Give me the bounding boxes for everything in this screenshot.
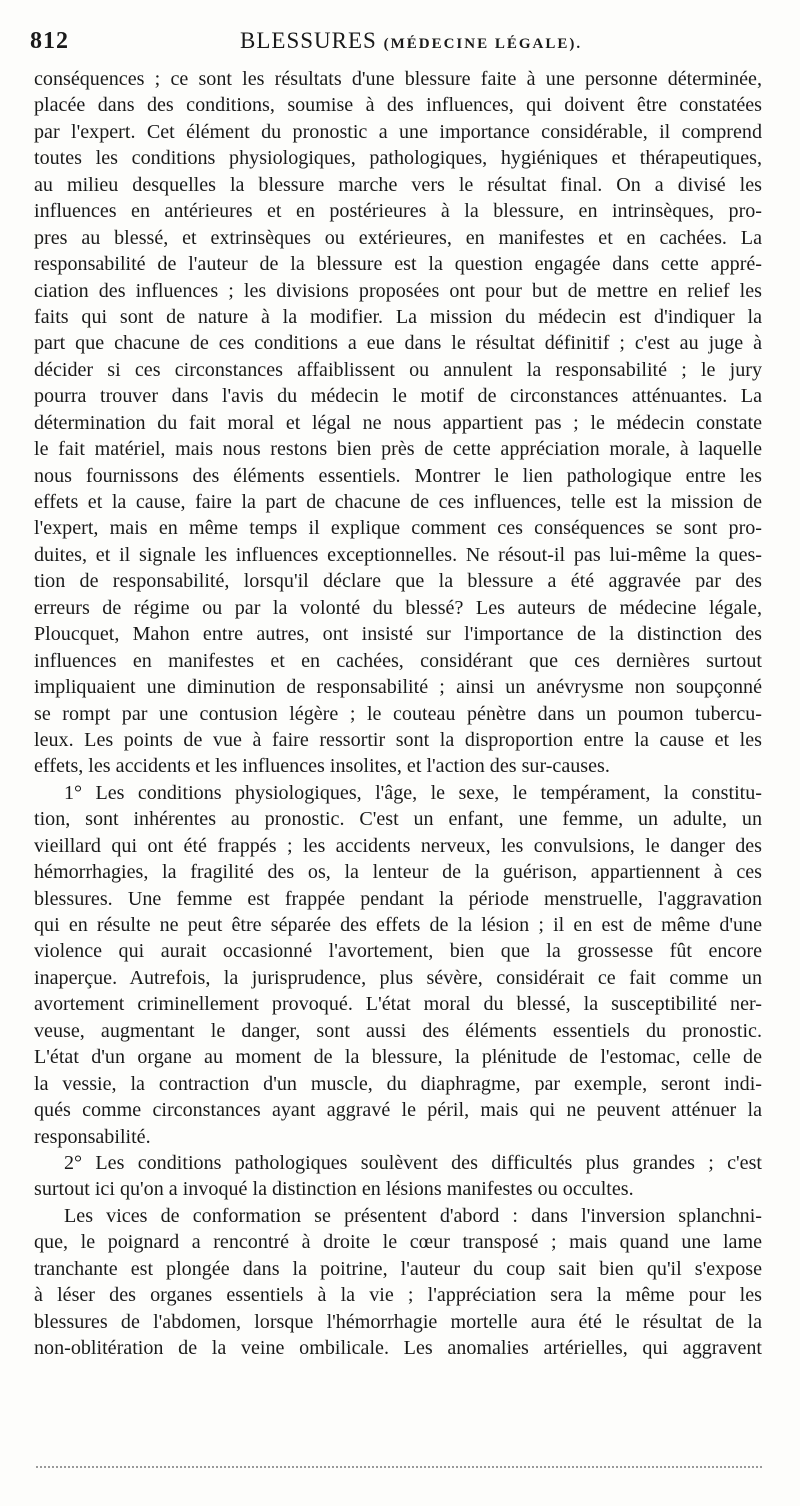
text-line: effets et la cause, faire la part de chacune de ces influences, telle est la mission de xyxy=(34,491,762,513)
text-line: inaperçue. Autrefois, la jurisprudence, plus sévère, considérait ce fait comme un xyxy=(34,966,762,989)
text-line: tion de responsabilité, lorsqu'il déclare que la blessure a été aggravée par des xyxy=(34,570,762,593)
text-line: L'état d'un organe au moment de la blessure, la plénitude de l'estomac, celle de xyxy=(34,1046,762,1069)
text-line: ciation des influences ; les divisions proposées ont pour but de mettre en relief les xyxy=(34,279,762,302)
text-line: hémorrhagies, la fragilité des os, la lenteur de la guérison, appartiennent à ces xyxy=(34,861,762,884)
text-line: pourra trouver dans l'avis du médecin le motif de circonstances atténuantes. La xyxy=(34,385,762,408)
text-line: la vessie, la contraction d'un muscle, du diaphragme, par exemple, seront indi- xyxy=(34,1072,762,1095)
text-line: blessures. Une femme est frappée pendant la période menstruelle, l'aggravation xyxy=(34,887,762,910)
text-line: pres au blessé, et extrinsèques ou extérieures, en manifestes et en cachées. La xyxy=(34,226,762,249)
text-line: conséquences ; ce sont les résultats d'une blessure faite à une personne déterminée, xyxy=(34,68,762,90)
running-title xyxy=(240,28,582,54)
text-line: se rompt par une contusion légère ; le couteau pénètre dans un poumon tubercu- xyxy=(34,702,762,725)
text-line: détermination du fait moral et légal ne nous appartient pas ; le médecin constate xyxy=(34,411,762,434)
text-line: leux. Les points de vue à faire ressortir sont la disproportion entre la cause et les xyxy=(34,728,762,751)
text-line: vieillard qui ont été frappés ; les accidents nerveux, les convulsions, le danger des xyxy=(34,834,762,857)
text-line: tranchante est plongée dans la poitrine, l'auteur du coup sait bien qu'il s'expose xyxy=(34,1257,762,1280)
running-title-main: BLESSURES xyxy=(240,28,377,53)
text-line: responsabilité. xyxy=(34,1125,151,1148)
text-line: par l'expert. Cet élément du pronostic a une importance considérable, il comprend xyxy=(34,120,762,143)
text-line: toutes les conditions physiologiques, pathologiques, hygiéniques et thérapeutiques, xyxy=(34,147,762,170)
page-number: 812 xyxy=(30,28,69,54)
text-line: influences en antérieures et en postérieures à la blessure, en intrinsèques, pro- xyxy=(34,200,762,223)
text-line: non-oblitération de la veine ombilicale. Les anomalies artérielles, qui aggravent xyxy=(34,1337,762,1359)
text-line: qui en résulte ne peut être séparée des effets de la lésion ; il en est de même d'une xyxy=(34,914,762,936)
text-line: influences en manifestes et en cachées, considérant que ces dernières surtout xyxy=(34,649,762,672)
text-line: Ploucquet, Mahon entre autres, ont insisté sur l'importance de la distinction des xyxy=(34,623,762,646)
text-line: au milieu desquelles la blessure marche vers le résultat final. On a divisé les xyxy=(34,173,762,196)
text-line: blessures de l'abdomen, lorsque l'hémorrhagie mortelle aura été le résultat de la xyxy=(34,1310,762,1333)
body-text xyxy=(34,66,762,1396)
text-line: surtout ici qu'on a invoqué la distinction en lésions manifestes ou occultes. xyxy=(34,1178,634,1201)
footer-dotted-rule xyxy=(36,1466,762,1468)
text-line: avortement criminellement provoqué. L'état moral du blessé, la susceptibilité ner- xyxy=(34,993,762,1016)
text-line: effets, les accidents et les influences insolites, et l'action des sur-causes. xyxy=(34,755,610,778)
text-line: 2° Les conditions pathologiques soulèvent des difficultés plus grandes ; c'est xyxy=(64,1151,762,1174)
text-line: tion, sont inhérentes au pronostic. C'est un enfant, une femme, un adulte, un xyxy=(34,808,762,831)
text-line: à léser des organes essentiels à la vie ; l'appréciation sera la même pour les xyxy=(34,1284,762,1307)
text-line: 1° Les conditions physiologiques, l'âge, le sexe, le tempérament, la constitu- xyxy=(64,781,762,804)
text-line: le fait matériel, mais nous restons bien près de cette appréciation morale, à laquelle xyxy=(34,438,762,461)
text-line: qués comme circonstances ayant aggravé le péril, mais qui ne peuvent atténuer la xyxy=(34,1099,762,1122)
running-header xyxy=(30,28,762,62)
text-line: violence qui aurait occasionné l'avortement, bien que la grossesse fût encore xyxy=(34,940,762,963)
text-line: décider si ces circonstances affaiblissent ou annulent la responsabilité ; le jury xyxy=(34,358,762,381)
text-line: erreurs de régime ou par la volonté du blessé? Les auteurs de médecine légale, xyxy=(34,596,762,619)
text-line: que, le poignard a rencontré à droite le cœur transposé ; mais quand une lame xyxy=(34,1231,762,1254)
text-line: part que chacune de ces conditions a eue dans le résultat définitif ; c'est au juge à xyxy=(34,332,762,355)
text-line: impliquaient une diminution de responsabilité ; ainsi un anévrysme non soupçonné xyxy=(34,676,762,699)
text-line: placée dans des conditions, soumise à des influences, qui doivent être constatées xyxy=(34,94,762,117)
text-line: faits qui sont de nature à la modifier. La mission du médecin est d'indiquer la xyxy=(34,305,762,328)
running-title-sub: (MÉDECINE LÉGALE). xyxy=(383,36,583,52)
text-line: veuse, augmentant le danger, sont aussi des éléments essentiels du pronostic. xyxy=(34,1019,762,1042)
text-line: responsabilité de l'auteur de la blessure est la question engagée dans cette appré- xyxy=(34,253,762,276)
text-line: Les vices de conformation se présentent d'abord : dans l'inversion splanchni- xyxy=(64,1204,762,1227)
text-line: nous fournissons des éléments essentiels. Montrer le lien pathologique entre les xyxy=(34,464,762,487)
text-line: l'expert, mais en même temps il explique comment ces conséquences se sont pro- xyxy=(34,517,762,540)
text-line: duites, et il signale les influences exceptionnelles. Ne résout-il pas lui-même la ques- xyxy=(34,543,762,566)
